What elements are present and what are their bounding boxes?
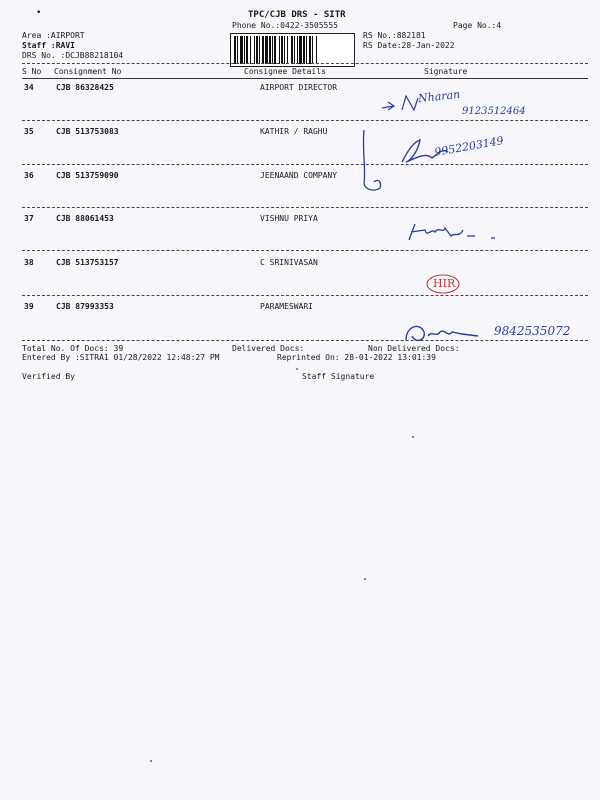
total-docs: Total No. Of Docs: 39 <box>22 344 124 353</box>
col-header-sno: S No <box>22 67 42 76</box>
row-consignee: C SRINIVASAN <box>260 258 318 267</box>
row-consignee: JEENAAND COMPANY <box>260 171 338 180</box>
annotation-row-38 <box>425 272 465 302</box>
bracket-mark-35-36 <box>360 128 390 212</box>
row-sno: 35 <box>24 127 34 136</box>
row-consignment: CJB 513753157 <box>56 258 119 267</box>
rs-number: RS No.:882181 <box>363 31 426 40</box>
row-consignment: CJB 513753083 <box>56 127 119 136</box>
col-header-consignment: Consignment No <box>54 67 122 76</box>
row-consignment: CJB 88061453 <box>56 214 114 223</box>
row-sno: 37 <box>24 214 34 223</box>
barcode-graphic <box>231 34 354 66</box>
row-consignee: KATHIR / RAGHU <box>260 127 328 136</box>
scan-speck <box>150 760 152 762</box>
signature-phone-35: 9952203149 <box>433 134 505 159</box>
barcode <box>230 33 355 67</box>
scan-speck <box>296 368 298 370</box>
row-consignee: PARAMESWARI <box>260 302 313 311</box>
row-consignment: CJB 87993353 <box>56 302 114 311</box>
row-sno: 34 <box>24 83 34 92</box>
staff-signature-label: Staff Signature <box>302 372 375 381</box>
signature-row-35 <box>398 132 548 176</box>
phone-number: Phone No.:0422-3505555 <box>232 21 338 30</box>
signature-row-37 <box>405 218 505 252</box>
delivered-docs: Delivered Docs: <box>232 344 305 353</box>
non-delivered-docs: Non Delivered Docs: <box>368 344 460 353</box>
row-sno: 39 <box>24 302 34 311</box>
annotation-text-38: HIR <box>433 277 456 290</box>
row-consignment: CJB 513759090 <box>56 171 119 180</box>
row-consignment: CJB 86328425 <box>56 83 114 92</box>
column-header-divider <box>22 78 588 79</box>
area-field: Area :AIRPORT <box>22 31 85 40</box>
row-divider <box>22 207 588 208</box>
rs-date: RS Date:28-Jan-2022 <box>363 41 455 50</box>
row-divider <box>22 340 588 341</box>
entered-by: Entered By :SITRA1 01/28/2022 12:48:27 PM <box>22 353 220 362</box>
drs-number: DRS No. :DCJB88218104 <box>22 51 124 60</box>
row-sno: 36 <box>24 171 34 180</box>
row-consignee: AIRPORT DIRECTOR <box>260 83 338 92</box>
reprinted-on: Reprinted On: 28-01-2022 13:01:39 <box>277 353 436 362</box>
row-sno: 38 <box>24 258 34 267</box>
signature-phone-39: 9842535072 <box>494 324 571 338</box>
col-header-consignee: Consignee Details <box>244 67 326 76</box>
row-consignee: VISHNU PRIYA <box>260 214 318 223</box>
signature-row-34 <box>380 88 570 128</box>
scan-speck <box>364 578 366 580</box>
scan-speck <box>412 436 414 438</box>
page-number: Page No.:4 <box>453 21 502 30</box>
col-header-signature: Signature <box>424 67 468 76</box>
header-mark: • <box>36 8 42 18</box>
verified-by-label: Verified By <box>22 372 75 381</box>
document-title: TPC/CJB DRS - SITR <box>248 10 346 20</box>
staff-field: Staff :RAVI <box>22 41 75 50</box>
signature-phone-34: 9123512464 <box>462 106 526 117</box>
signature-name-34: Nharan <box>417 87 461 106</box>
header-divider <box>22 63 588 64</box>
row-divider <box>22 295 588 296</box>
